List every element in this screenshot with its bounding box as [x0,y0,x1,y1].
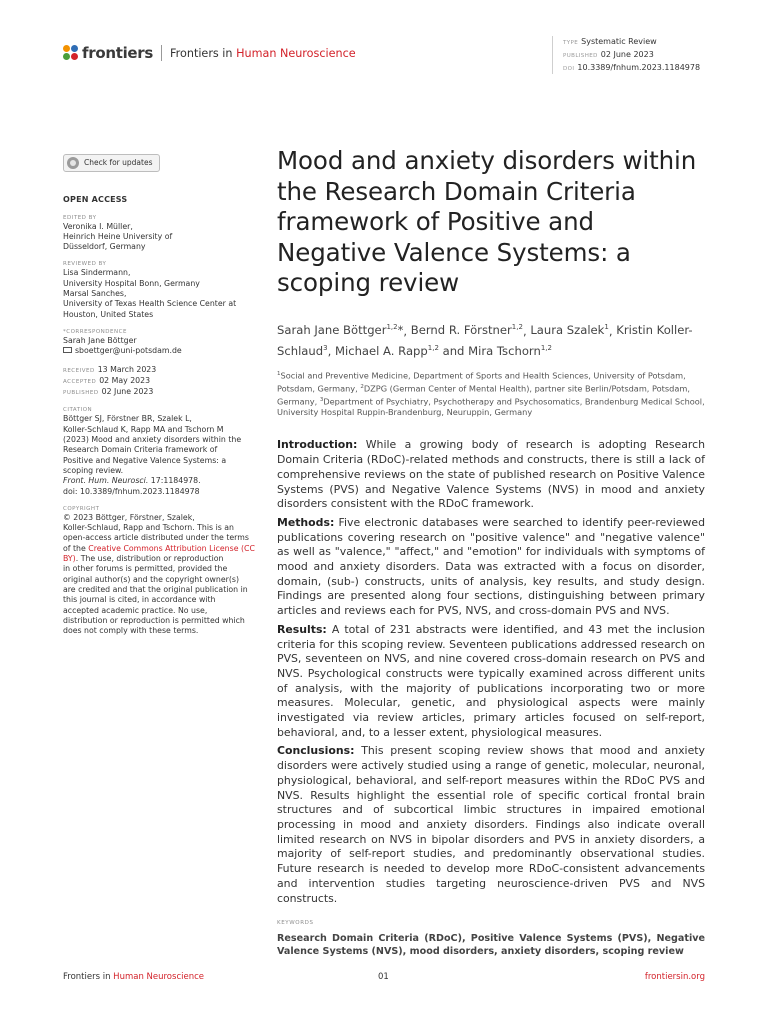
copyright-text: © 2023 Böttger, Förstner, Szalek, Koller-Schlaud, Rapp and Tschorn. This is an open-access article distributed under the terms of the Creative Commons Attribution License (CC BY). The use, distribution or reproduction in other forums is permitted, provided the original author(s) and the copyright owner(s) are credited and that the original publication in this journal is cited, in accordance with accepted academic practice. No use, distribution or reproduction is permitted which does not comply with these terms. [63,512,255,636]
doi[interactable]: 10.3389/fnhum.2023.1184978 [577,63,701,72]
mail-icon [63,347,72,353]
open-access-label: OPEN ACCESS [63,195,128,205]
abstract-methods: Methods: Five electronic databases were searched to identify peer-reviewed publications covering research on "positive valence" and "negative valence" as well as "valence," "affect," and "emotion" for individuals with symptoms of mood and anxiety disorders. Data was extracted with a focus on disorder, domain, (sub-) constructs, units of analysis, key results, and study design. Findings are presented along four sections, distinguishing between primary articles and reviews each for PVS, NVS, and cross-domain PVS and NVS. [277,515,705,618]
author[interactable]: Michael A. Rapp$^{1,2}$ [334,344,439,359]
footer-journal[interactable]: Frontiers in Human Neuroscience [63,972,204,982]
reviewed-by-label: REVIEWED BY [63,261,107,268]
brand-name: frontiers [82,44,154,62]
main-content [277,146,705,958]
logo-divider [161,45,162,61]
keywords-label: KEYWORDS [277,920,314,927]
sidebar [63,154,268,636]
author[interactable]: Kristin Koller-Schlaud$^3$ [277,323,693,359]
citation-journal-line: Front. Hum. Neurosci. 17:1184978. [63,476,201,486]
abstract-conclusions: Conclusions: This present scoping review shows that mood and anxiety disorders were actively studied using a range of genetic, molecular, neuronal, physiological, behavioral, and self-report measures within the RDoC PVS and NVS. Results highlight the essential role of specific cortical frontal brain structures and of subcortical limbic structures in impaired emotional processing in mood and anxiety disorders. Findings also indicate overall limited research on NVS in bipolar disorders and PVS in anxiety disorders, a majority of self-report studies, and predominantly observational studies. Future research is needed to develop more RDoC-consistent advancements and intervention studies targeting neuroscience-driven PVS and NVS constructs. [277,744,705,905]
article-type: Systematic Review [581,37,657,46]
page-number: 01 [378,972,389,982]
cc-by-license-link[interactable]: Creative Commons Attribution License (CC BY) [63,543,255,564]
correspondence-label: *CORRESPONDENCE [63,328,127,335]
citation-label: CITATION [63,407,93,414]
edited-by-label: EDITED BY [63,214,97,221]
affiliations: $^1$Social and Preventive Medicine, Department of Sports and Health Sciences, University of Potsdam, Potsdam, Germany, $^2$DZPG (German Center of Mental Health), partner site Berlin/Potsdam, Potsdam, Germany, $^3$Department of Psychiatry, Psychotherapy and Psychosomatics, Brandenburg Medical School, University Hospital Ruppin-Brandenburg, Neuruppin, Germany [277,370,705,418]
citation-text: Böttger SJ, Förstner BR, Szalek L, Koller-Schlaud K, Rapp MA and Tschorn M (2023) Mood and anxiety disorders within the Research Domain Criteria framework of Positive and Negative Valence Systems: a scoping review. [63,414,242,475]
citation-doi[interactable]: doi: 10.3389/fnhum.2023.1184978 [63,486,200,496]
received-date: 13 March 2023 [97,364,157,374]
edited-by: Veronika I. Müller, Heinrich Heine University of Düsseldorf, Germany [63,221,173,252]
reviewed-by: Lisa Sindermann, University Hospital Bonn, Germany Marsal Sanches, University of Texas Health Science Center at Houston, United States [63,268,237,319]
author[interactable]: Mira Tschorn$^{1,2}$ [468,344,552,359]
check-for-updates-button[interactable]: Check for updates [63,154,160,172]
correspondence-name: Sarah Jane Böttger [63,335,137,345]
author[interactable]: Bernd R. Förstner$^{1,2}$ [410,323,523,338]
author[interactable]: Laura Szalek$^1$ [530,323,609,338]
published-date: 02 June 2023 [600,50,654,59]
abstract-introduction: Introduction: While a growing body of research is adopting Research Domain Criteria (RDoC)-related methods and constructs, there is still a lack of comprehensive reviews on the state of published research on Positive Valence Systems (PVS) and Negative Valence Systems (NVS) in mood and anxiety disorders consistent with the RDoC framework. [277,438,705,511]
dates: RECEIVED 13 March 2023 ACCEPTED 02 May 2023 PUBLISHED 02 June 2023 [63,364,157,397]
author[interactable]: Sarah Jane Böttger$^{1,2}$* [277,323,404,338]
page-footer [63,972,705,984]
correspondence-email[interactable]: sboettger@uni-potsdam.de [75,346,182,356]
accepted-date: 02 May 2023 [99,375,151,385]
article-title: Mood and anxiety disorders within the Research Domain Criteria framework of Positive and Negative Valence Systems: a scoping review [277,146,697,297]
copyright-label: COPYRIGHT [63,505,100,512]
correspondence-email-row[interactable] [63,346,268,356]
crossmark-icon [67,157,79,169]
frontiers-logo[interactable] [63,44,356,62]
article-meta: TYPE Systematic Review PUBLISHED 02 June 2023 DOI 10.3389/fnhum.2023.1184978 [552,36,700,74]
journal-name: Frontiers in Human Neuroscience [170,46,356,60]
abstract [277,438,705,906]
abstract-results: Results: A total of 231 abstracts were identified, and 43 met the inclusion criteria for this scoping review. Seventeen publications addressed research on PVS, seventeen on NVS, and nine covered cross-domain research on PVS and NVS. Psychological constructs were typically examined across different units of analysis, with the majority of publications incorporating two or more measures. Molecular, genetic, and physiological aspects were mainly investigated via review articles, primary articles focused on self-report, behavioral, and, to a lesser extent, physiological measures. [277,622,705,739]
author-list: Sarah Jane Böttger$^{1,2}$*, Bernd R. Förstner$^{1,2}$, Laura Szalek$^1$, Kristin Koller-Schlaud$^3$, Michael A. Rapp$^{1,2}$ and Mira Tschorn$^{1,2}$ [277,323,693,359]
footer-site-link[interactable]: frontiersin.org [644,972,705,982]
sidebar-published-date: 02 June 2023 [101,387,154,397]
keywords: Research Domain Criteria (RDoC), Positive Valence Systems (PVS), Negative Valence Systems (NVS), mood disorders, anxiety disorders, scoping review [277,933,705,958]
frontiers-logo-icon [63,45,79,61]
